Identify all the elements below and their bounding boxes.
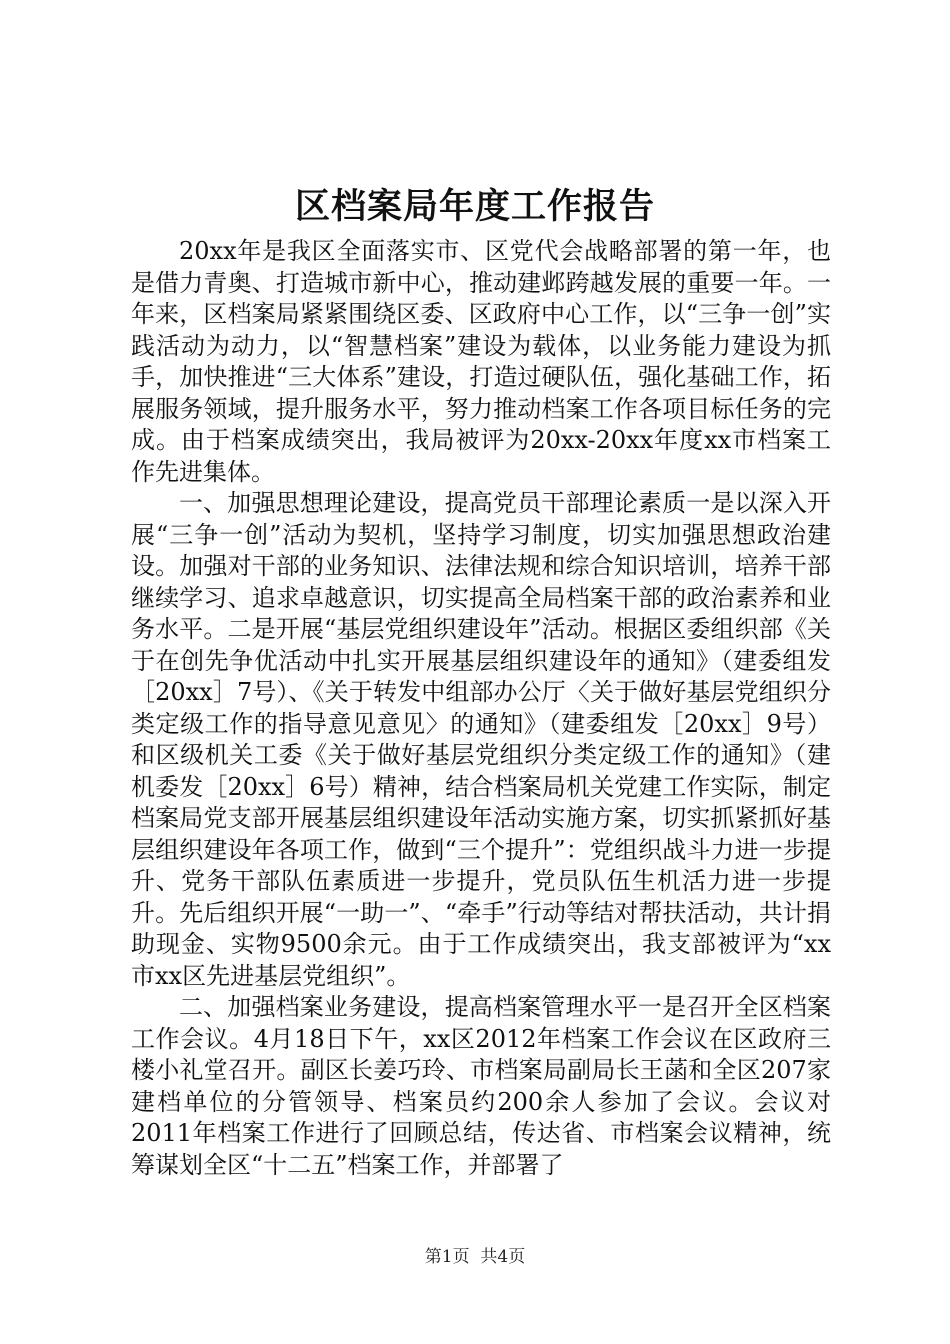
page-total: 共4页 [480, 1247, 526, 1267]
page-number: 第1页 [424, 1247, 470, 1267]
paragraph-section-one: 一、加强思想理论建设，提高党员干部理论素质一是以深入开展“三争一创”活动为契机，坚持学习制度，切实加强思想政治建设。加强对干部的业务知识、法律法规和综合知识培训，培养干部继续学习、追求卓越意识，切实提高全局档案干部的政治素养和业务水平。二是开展“基层党组织建设年”活动。根据区委组织部《关于在创先争优活动中扎实开展基层组织建设年的通知》（建委组发［20xx］7号）、《关于转发中组部办公厅〈关于做好基层党组织分类定级工作的指导意见意见〉的通知》（建委组发［20xx］9号）和区级机关工委《关于做好基层党组织分类定级工作的通知》（建机委发［20xx］6号）精神，结合档案局机关党建工作实际，制定档案局党支部开展基层组织建设年活动实施方案，切实抓紧抓好基层组织建设年各项工作，做到“三个提升”：党组织战斗力进一步提升、党务干部队伍素质进一步提升，党员队伍生机活力进一步提升。先后组织开展“一助一”、“牵手”行动等结对帮扶活动，共计捐助现金、实物9500余元。由于工作成绩突出，我支部被评为“xx市xx区先进基层党组织”。 [131, 489, 831, 990]
page-footer [0, 1245, 950, 1269]
paragraph-intro: 20xx年是我区全面落实市、区党代会战略部署的第一年，也是借力青奥、打造城市新中心，推动建邺跨越发展的重要一年。一年来，区档案局紧紧围绕区委、区政府中心工作，以“三争一创”实践活动为动力，以“智慧档案”建设为载体，以业务能力建设为抓手，加快推进“三大体系”建设，打造过硬队伍，强化基础工作，拓展服务领域，提升服务水平，努力推动档案工作各项目标任务的完成。由于档案成绩突出，我局被评为20xx-20xx年度xx市档案工作先进集体。 [131, 237, 831, 486]
document-title: 区档案局年度工作报告 [294, 186, 655, 227]
document-body [131, 236, 831, 1181]
paragraph-section-two: 二、加强档案业务建设，提高档案管理水平一是召开全区档案工作会议。4月18日下午，xx区2012年档案工作会议在区政府三楼小礼堂召开。副区长姜巧玲、市档案局副局长王菡和全区207家建档单位的分管领导、档案员约200余人参加了会议。会议对2011年档案工作进行了回顾总结，传达省、市档案会议精神，统筹谋划全区“十二五”档案工作，并部署了 [131, 993, 831, 1179]
